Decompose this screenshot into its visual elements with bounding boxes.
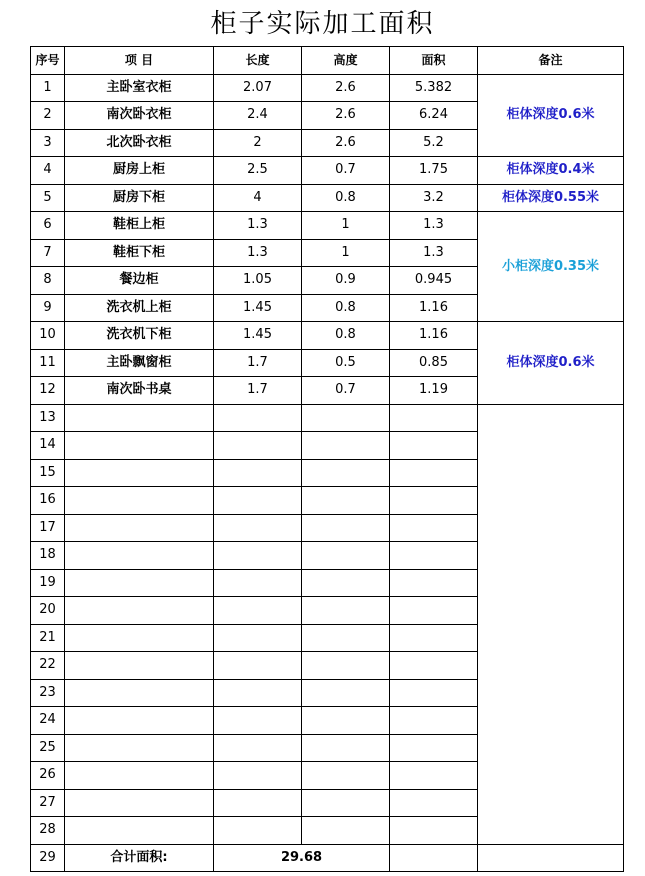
row-note: 柜体深度0.4米	[478, 157, 624, 185]
row-area: 1.3	[390, 239, 478, 267]
row-area: 0.85	[390, 349, 478, 377]
row-index: 22	[31, 652, 65, 680]
table-row	[31, 404, 624, 432]
total-row	[31, 844, 624, 872]
table-body	[31, 74, 624, 844]
row-length	[214, 679, 302, 707]
row-length	[214, 734, 302, 762]
row-height: 0.9	[302, 267, 390, 295]
row-height: 0.8	[302, 184, 390, 212]
row-item	[65, 624, 214, 652]
table-row	[31, 184, 624, 212]
row-height: 0.7	[302, 157, 390, 185]
row-length: 2.4	[214, 102, 302, 130]
row-area: 1.16	[390, 294, 478, 322]
row-area	[390, 597, 478, 625]
row-height	[302, 624, 390, 652]
row-item	[65, 652, 214, 680]
table-row	[31, 157, 624, 185]
row-length: 1.45	[214, 294, 302, 322]
row-length: 1.05	[214, 267, 302, 295]
row-height: 0.7	[302, 377, 390, 405]
row-index: 26	[31, 762, 65, 790]
row-height	[302, 459, 390, 487]
row-height	[302, 432, 390, 460]
row-item: 厨房上柜	[65, 157, 214, 185]
row-item: 南次卧衣柜	[65, 102, 214, 130]
row-height	[302, 404, 390, 432]
row-area: 5.2	[390, 129, 478, 157]
row-index: 25	[31, 734, 65, 762]
row-item	[65, 487, 214, 515]
row-area: 1.16	[390, 322, 478, 350]
row-length: 2.5	[214, 157, 302, 185]
row-height	[302, 707, 390, 735]
row-height	[302, 514, 390, 542]
total-index: 29	[31, 844, 65, 872]
table-row	[31, 74, 624, 102]
table-row	[31, 322, 624, 350]
row-item: 洗衣机下柜	[65, 322, 214, 350]
row-index: 24	[31, 707, 65, 735]
row-index: 11	[31, 349, 65, 377]
row-area	[390, 762, 478, 790]
row-length	[214, 762, 302, 790]
header-index: 序号	[31, 47, 65, 75]
row-index: 23	[31, 679, 65, 707]
row-index: 19	[31, 569, 65, 597]
row-index: 3	[31, 129, 65, 157]
row-index: 28	[31, 817, 65, 845]
row-length: 1.45	[214, 322, 302, 350]
row-length	[214, 459, 302, 487]
row-length	[214, 432, 302, 460]
row-length: 2	[214, 129, 302, 157]
row-index: 4	[31, 157, 65, 185]
row-area	[390, 542, 478, 570]
row-item	[65, 514, 214, 542]
row-index: 10	[31, 322, 65, 350]
row-index: 8	[31, 267, 65, 295]
row-height: 0.8	[302, 294, 390, 322]
row-index: 21	[31, 624, 65, 652]
row-note: 柜体深度0.55米	[478, 184, 624, 212]
row-height	[302, 652, 390, 680]
row-height	[302, 569, 390, 597]
row-area	[390, 514, 478, 542]
row-area	[390, 789, 478, 817]
row-area: 5.382	[390, 74, 478, 102]
row-height: 2.6	[302, 102, 390, 130]
row-area	[390, 569, 478, 597]
row-item	[65, 459, 214, 487]
header-row	[31, 47, 624, 75]
total-label: 合计面积:	[65, 844, 214, 872]
row-height	[302, 789, 390, 817]
row-item	[65, 542, 214, 570]
row-index: 6	[31, 212, 65, 240]
row-index: 1	[31, 74, 65, 102]
row-length	[214, 817, 302, 845]
row-item: 主卧室衣柜	[65, 74, 214, 102]
header-note: 备注	[478, 47, 624, 75]
row-height: 2.6	[302, 74, 390, 102]
row-item: 主卧飘窗柜	[65, 349, 214, 377]
row-height	[302, 487, 390, 515]
row-height	[302, 762, 390, 790]
row-length: 2.07	[214, 74, 302, 102]
row-height: 1	[302, 239, 390, 267]
row-length: 4	[214, 184, 302, 212]
row-index: 13	[31, 404, 65, 432]
row-area	[390, 734, 478, 762]
row-item: 厨房下柜	[65, 184, 214, 212]
header-length: 长度	[214, 47, 302, 75]
row-area	[390, 624, 478, 652]
row-index: 16	[31, 487, 65, 515]
row-length	[214, 707, 302, 735]
row-length	[214, 487, 302, 515]
row-item: 洗衣机上柜	[65, 294, 214, 322]
row-area: 0.945	[390, 267, 478, 295]
row-height	[302, 542, 390, 570]
header-area: 面积	[390, 47, 478, 75]
row-item	[65, 817, 214, 845]
row-index: 2	[31, 102, 65, 130]
row-note: 小柜深度0.35米	[478, 212, 624, 322]
row-area: 1.75	[390, 157, 478, 185]
row-length	[214, 652, 302, 680]
row-index: 20	[31, 597, 65, 625]
row-index: 9	[31, 294, 65, 322]
row-index: 12	[31, 377, 65, 405]
row-area	[390, 487, 478, 515]
sheet-title: 柜子实际加工面积	[210, 9, 435, 39]
row-index: 18	[31, 542, 65, 570]
total-empty-note	[478, 844, 624, 872]
row-height: 0.8	[302, 322, 390, 350]
row-area	[390, 432, 478, 460]
row-length	[214, 789, 302, 817]
row-area: 3.2	[390, 184, 478, 212]
row-item	[65, 707, 214, 735]
row-length: 1.3	[214, 239, 302, 267]
row-note: 柜体深度0.6米	[478, 322, 624, 405]
row-area: 1.3	[390, 212, 478, 240]
row-area	[390, 707, 478, 735]
row-area: 1.19	[390, 377, 478, 405]
row-index: 14	[31, 432, 65, 460]
row-index: 17	[31, 514, 65, 542]
row-index: 27	[31, 789, 65, 817]
row-length: 1.7	[214, 377, 302, 405]
total-empty-area	[390, 844, 478, 872]
row-area: 6.24	[390, 102, 478, 130]
row-height	[302, 679, 390, 707]
row-index: 15	[31, 459, 65, 487]
row-item	[65, 679, 214, 707]
row-length: 1.7	[214, 349, 302, 377]
row-area	[390, 817, 478, 845]
header-height: 高度	[302, 47, 390, 75]
row-area	[390, 652, 478, 680]
row-height	[302, 817, 390, 845]
row-height: 0.5	[302, 349, 390, 377]
row-index: 5	[31, 184, 65, 212]
row-length	[214, 597, 302, 625]
row-height	[302, 597, 390, 625]
row-length	[214, 624, 302, 652]
row-length	[214, 542, 302, 570]
row-item	[65, 432, 214, 460]
row-note: 柜体深度0.6米	[478, 74, 624, 157]
row-area	[390, 459, 478, 487]
row-note	[478, 404, 624, 844]
row-item	[65, 762, 214, 790]
row-item	[65, 404, 214, 432]
row-item	[65, 597, 214, 625]
row-item: 南次卧书桌	[65, 377, 214, 405]
row-item: 北次卧衣柜	[65, 129, 214, 157]
row-height: 2.6	[302, 129, 390, 157]
cabinet-area-table	[30, 46, 624, 872]
row-item: 餐边柜	[65, 267, 214, 295]
header-item: 项 目	[65, 47, 214, 75]
row-area	[390, 404, 478, 432]
row-length	[214, 569, 302, 597]
row-item	[65, 569, 214, 597]
table-row	[31, 212, 624, 240]
row-item: 鞋柜下柜	[65, 239, 214, 267]
row-height	[302, 734, 390, 762]
row-length: 1.3	[214, 212, 302, 240]
row-area	[390, 679, 478, 707]
row-item	[65, 789, 214, 817]
row-item	[65, 734, 214, 762]
row-height: 1	[302, 212, 390, 240]
row-length	[214, 404, 302, 432]
row-item: 鞋柜上柜	[65, 212, 214, 240]
row-length	[214, 514, 302, 542]
total-value: 29.68	[214, 844, 390, 872]
row-index: 7	[31, 239, 65, 267]
